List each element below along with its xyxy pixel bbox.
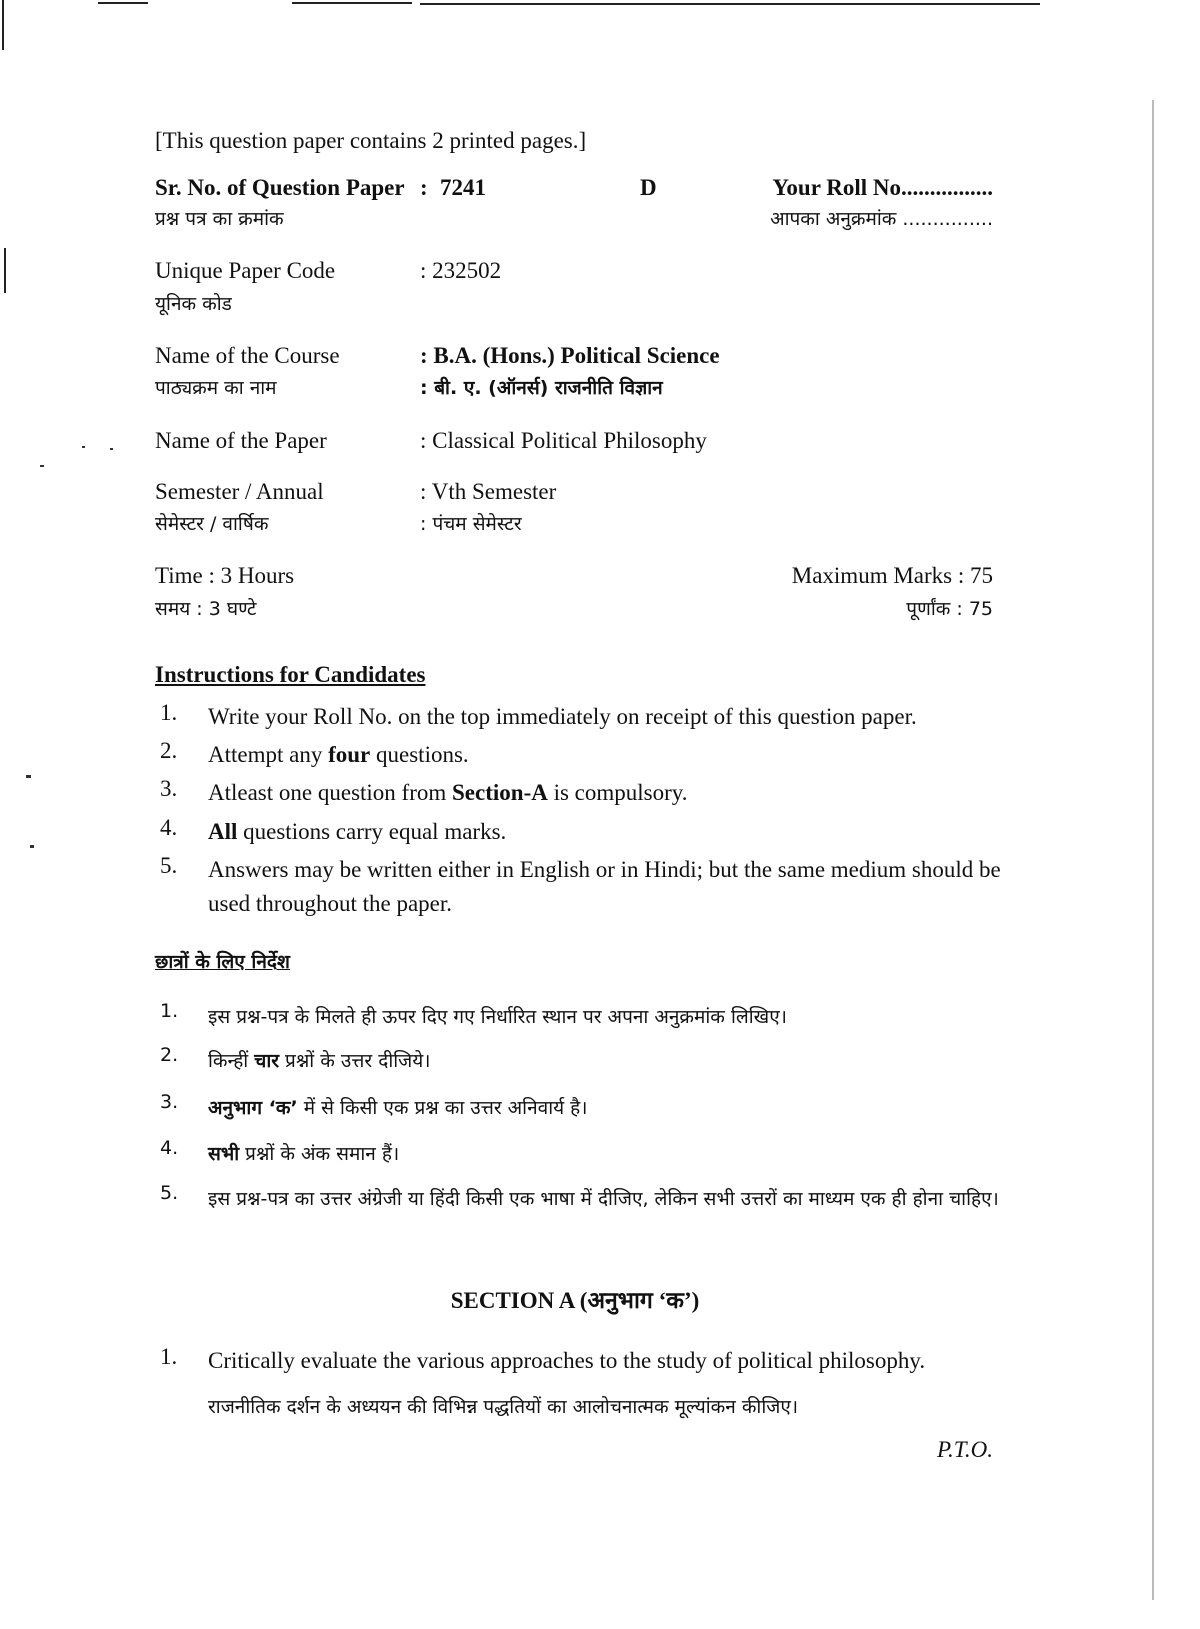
sr-no-colon: : bbox=[420, 175, 428, 200]
series-letter: D bbox=[640, 175, 657, 200]
question-item-hi bbox=[160, 1390, 1040, 1424]
roll-no-label-hi: आपका अनुक्रमांक ............... bbox=[770, 208, 993, 230]
field-value-hi: : पंचम सेमेस्टर bbox=[420, 513, 522, 535]
field-value: : B.A. (Hons.) Political Science bbox=[420, 343, 720, 368]
instructions-heading-hi: छात्रों के लिए निर्देश bbox=[155, 951, 290, 973]
instruction-text: इस प्रश्न-पत्र के मिलते ही ऊपर दिए गए निर्धारित स्थान पर अपना अनुक्रमांक लिखिए। bbox=[208, 1006, 787, 1028]
field-value-hi: : बी. ए. (ऑनर्स) राजनीति विज्ञान bbox=[420, 377, 663, 399]
pages-note: [This question paper contains 2 printed pages.] bbox=[155, 128, 587, 153]
roll-no-label: Your Roll No................ bbox=[772, 175, 993, 200]
pto-label: P.T.O. bbox=[936, 1437, 993, 1462]
field-label: Semester / Annual bbox=[155, 479, 324, 504]
instruction-number: 2. bbox=[160, 738, 178, 763]
field-label: Name of the Paper bbox=[155, 428, 327, 453]
sr-no-label-hi: प्रश्न पत्र का क्रमांक bbox=[155, 208, 284, 230]
instruction-item-hi bbox=[160, 1000, 1040, 1034]
instruction-number: 1. bbox=[160, 1000, 179, 1022]
instruction-text-tail: प्रश्नों के उत्तर दीजिये। bbox=[279, 1050, 431, 1072]
instruction-text: किन्हीं bbox=[208, 1050, 255, 1072]
scan-speck bbox=[40, 465, 44, 467]
instruction-emphasis: चार bbox=[254, 1050, 280, 1072]
instruction-text: इस प्रश्न-पत्र का उत्तर अंग्रेजी या हिंदी किसी एक भाषा में दीजिए, लेकिन सभी उत्तरों का माध्यम एक ही होना चाहिए। bbox=[208, 1188, 999, 1210]
scan-top-rule-mid bbox=[292, 2, 412, 4]
sr-no-value: 7241 bbox=[440, 175, 486, 200]
instruction-text-tail: questions carry equal marks. bbox=[237, 819, 507, 844]
instruction-text-tail: में से किसी एक प्रश्न का उत्तर अनिवार्य है। bbox=[297, 1097, 588, 1119]
instruction-number: 2. bbox=[160, 1044, 179, 1066]
scan-left-edge-mark bbox=[4, 248, 6, 293]
instructions-heading: Instructions for Candidates bbox=[155, 662, 426, 687]
field-label-hi: पाठ्यक्रम का नाम bbox=[155, 377, 277, 399]
scan-speck bbox=[110, 448, 113, 450]
max-marks-hi: पूर्णांक : 75 bbox=[906, 598, 993, 620]
instruction-number: 5. bbox=[160, 853, 178, 878]
question-text: Critically evaluate the various approaches to the study of political philosophy. bbox=[208, 1348, 926, 1373]
instruction-item bbox=[160, 853, 1040, 923]
instruction-emphasis: Section-A bbox=[452, 780, 548, 805]
scan-top-rule-left bbox=[98, 2, 148, 4]
sr-no-label: Sr. No. of Question Paper bbox=[155, 175, 405, 200]
field-label: Name of the Course bbox=[155, 343, 340, 368]
question-item bbox=[160, 1344, 1040, 1378]
instruction-item-hi bbox=[160, 1044, 1040, 1078]
instruction-text: Answers may be written either in English or in Hindi; but the same medium should be used throughout the paper. bbox=[208, 857, 1001, 916]
scan-right-edge bbox=[1152, 100, 1154, 1600]
instruction-number: 1. bbox=[160, 700, 178, 725]
instruction-item-hi bbox=[160, 1091, 1040, 1125]
instruction-emphasis: four bbox=[328, 742, 371, 767]
instruction-text: Attempt any bbox=[208, 742, 329, 767]
time-label-hi: समय : 3 घण्टे bbox=[155, 598, 257, 620]
instruction-emphasis: सभी bbox=[208, 1143, 240, 1165]
scan-speck bbox=[30, 845, 34, 848]
section-title: SECTION A (अनुभाग ‘क’) bbox=[450, 1288, 700, 1313]
instruction-number: 4. bbox=[160, 1137, 179, 1159]
instruction-text-tail: questions. bbox=[370, 742, 469, 767]
field-value: : Classical Political Philosophy bbox=[420, 428, 707, 453]
instruction-item bbox=[160, 738, 1040, 772]
instruction-number: 4. bbox=[160, 815, 178, 840]
scan-speck bbox=[82, 446, 85, 448]
instruction-emphasis: All bbox=[208, 819, 238, 844]
instruction-item bbox=[160, 700, 1040, 734]
scan-speck bbox=[26, 775, 31, 778]
instruction-text: Write your Roll No. on the top immediately on receipt of this question paper. bbox=[208, 704, 917, 729]
instruction-item bbox=[160, 776, 1040, 810]
instruction-item bbox=[160, 815, 1040, 849]
instruction-emphasis: अनुभाग ‘क’ bbox=[208, 1097, 298, 1119]
instruction-number: 3. bbox=[160, 1091, 179, 1113]
instruction-text: Atleast one question from bbox=[208, 780, 453, 805]
instruction-number: 3. bbox=[160, 776, 178, 801]
field-value: : 232502 bbox=[420, 258, 502, 283]
instruction-item-hi bbox=[160, 1137, 1040, 1171]
field-label-hi: यूनिक कोड bbox=[155, 293, 232, 315]
question-text-hi: राजनीतिक दर्शन के अध्ययन की विभिन्न पद्धतियों का आलोचनात्मक मूल्यांकन कीजिए। bbox=[208, 1396, 799, 1418]
scan-left-edge bbox=[2, 0, 4, 50]
time-label: Time : 3 Hours bbox=[155, 563, 295, 588]
instruction-item-hi bbox=[160, 1182, 1040, 1254]
field-value: : Vth Semester bbox=[420, 479, 557, 504]
scan-top-rule-right bbox=[420, 3, 1040, 5]
instruction-number: 5. bbox=[160, 1182, 179, 1204]
question-number: 1. bbox=[160, 1344, 178, 1369]
instruction-text-tail: प्रश्नों के अंक समान हैं। bbox=[239, 1143, 400, 1165]
field-label: Unique Paper Code bbox=[155, 258, 336, 283]
max-marks: Maximum Marks : 75 bbox=[791, 563, 993, 588]
field-label-hi: सेमेस्टर / वार्षिक bbox=[155, 513, 269, 535]
instruction-text-tail: is compulsory. bbox=[547, 780, 688, 805]
